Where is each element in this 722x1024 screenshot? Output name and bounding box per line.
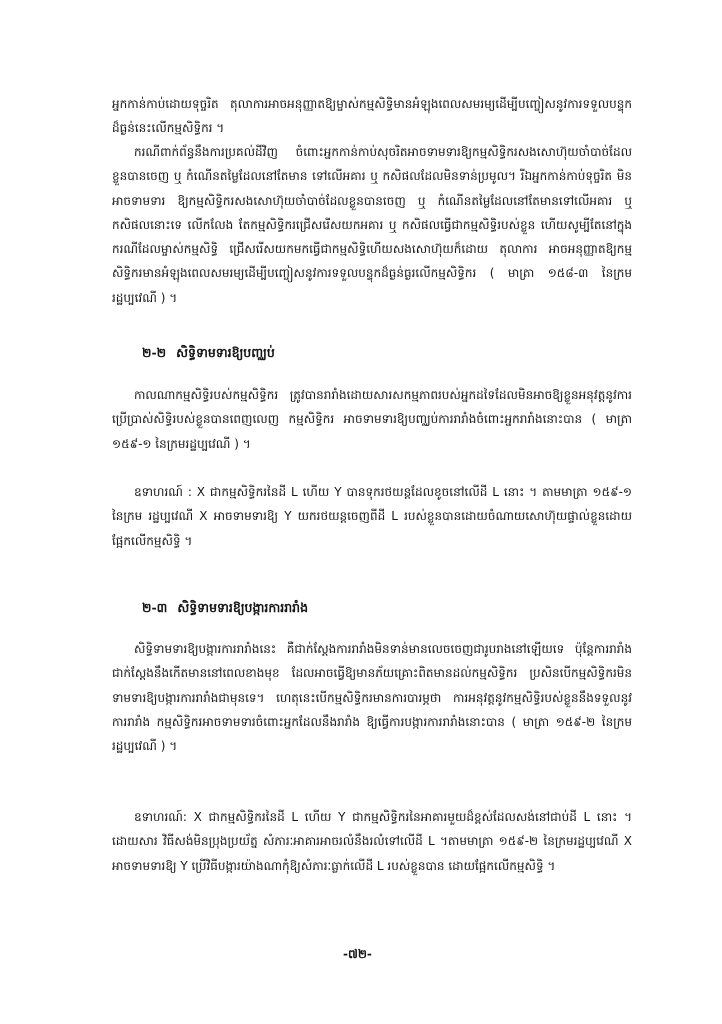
section-heading-2-3: [142, 600, 308, 619]
page-number: -៧២-: [343, 947, 372, 961]
section-heading-2-2: [142, 345, 275, 364]
paragraph-section-2-3-body: សិទ្ធិទាមទារឱ្យបង្ការការរារាំងនេះ គឺជាក់ស្តែងការរារាំងមិនទាន់មានលេចចេញជារូបរាងនៅឡើយទេ ប៉ុន្តែការរារាំង ជាក់ស្តែងនឹងកើតមាននៅពេលខាងមុខ ដែលអាចធ្វើឱ្យមានភ័យគ្រោះពិតមានដល់កម្មសិទ្ធិករ ប្រសិនបើកម្មសិទ្ធិករមិនទាមទារឱ្យបង្ការការរារាំងជាមុនទេ។ ហេតុនេះបើកម្មសិទ្ធិករមានការបារម្ភថា ការអនុវត្តនូវកម្មសិទ្ធិរបស់ខ្លួននឹងទទួលនូវការរារាំង កម្មសិទ្ធិករអាចទាមទារចំពោះអ្នកដែលនឹងរារាំង ឱ្យធ្វើការបង្ការការរារាំងនោះបាន ( មាត្រា ១៥៩-២ នៃក្រមរដ្ឋប្បវេណី ) ។: [112, 642, 632, 754]
section-title: សិទ្ធិទាមទារឱ្យបញ្ឈប់: [176, 345, 275, 360]
paragraph-section-2-2-body: កាលណាកម្មសិទ្ធិរបស់កម្មសិទ្ធិករ ត្រូវបានរារាំងដោយសារសកម្មភាពរបស់អ្នកដទៃដែលមិនអាចឱ្យខ្លួនអនុវត្តនូវការប្រើប្រាស់សិទ្ធិរបស់ខ្លួនបានពេញលេញ កម្មសិទ្ធិករ អាចទាមទារឱ្យបញ្ឈប់ការរារាំងចំពោះអ្នករារាំងនោះបាន ( មាត្រា ១៥៩-១ នៃក្រមរដ្ឋប្បវេណី ) ។: [112, 388, 632, 451]
paragraph-intro-continued: អ្នកកាន់កាប់ដោយទុច្ចរិត តុលាការអាចអនុញ្ញាតឱ្យម្ចាស់កម្មសិទ្ធិមានអំឡុងពេលសមរម្យដើម្បីបញ្ចៀសនូវការទទួលបន្ទុក ដ៏ធ្ងន់នេះលើកម្មសិទ្ធិករ ។: [112, 97, 632, 136]
paragraph-section-2-3-example: ឧទាហរណ៍: X ជាកម្មសិទ្ធិករនៃដី L ហើយ Y ជាកម្មសិទ្ធិករនៃអាគារមួយដ៏ខ្ពស់ដែលសង់នៅជាប់ដី L នោះ ។ ដោយសារ វិធីសង់មិនប្រុងប្រយ័ត្ន សំភារៈអាគារអាចរលំនឹងរលំទៅលើដី L ។តាមមាត្រា ១៥៩-២ នៃក្រមរដ្ឋប្បវេណី X អាចទាមទារឱ្យ Y ប្រើវិធីបង្ការយ៉ាងណាកុំឱ្យសំភារៈធ្លាក់លើដី L របស់ខ្លួនបាន ដោយផ្អែកលើកម្មសិទ្ធិ ។: [112, 810, 632, 873]
section-number: ២-២: [142, 345, 167, 360]
section-title: សិទ្ធិទាមទារឱ្យបង្ការការរារាំង: [177, 600, 309, 615]
section-number: ២-៣: [142, 600, 168, 615]
paragraph-case: ករណីពាក់ព័ន្ធនឹងការប្រគល់ដីវិញ ចំពោះអ្នកកាន់កាប់សុចរិតអាចទាមទារឱ្យកម្មសិទ្ធិករសងសោហ៊ុយចាំបាច់ដែលខ្លួនបានចេញ ឬ កំណើនតម្លៃដែលនៅតែមាន ទៅលើអគារ ឬ កសិផលដែលមិនទាន់ប្រមូល។ រីឯអ្នកកាន់កាប់ទុច្ចរិត មិនអាចទាមទារ ឱ្យកម្មសិទ្ធិករសងសោហ៊ុយចាំបាច់ដែលខ្លួនបានចេញ ឬ កំណើនតម្លៃដែលនៅតែមានទៅលើអគារ ឬ កសិផលនោះទេ លើកលែង តែកម្មសិទ្ធិករជ្រើសរើសយកអគារ ឬ កសិផលធ្វើជាកម្មសិទ្ធិរបស់ខ្លួន ហើយសូម្បីតែនៅក្នុងករណីដែលម្ចាស់កម្មសិទ្ធិ ជ្រើសរើសយកមកធ្វើជាកម្មសិទ្ធិហើយសងសោហ៊ុយក៏ដោយ តុលាការ អាចអនុញ្ញាតឱ្យកម្មសិទ្ធិករមានអំឡុងពេលសមរម្យដើម្បីបញ្ចៀសនូវការទទួលបន្ទុកដ៏ធ្ងន់ធ្ងរលើកម្មសិទ្ធិករ ( មាត្រា ១៥៨-៣ នៃក្រមរដ្ឋប្បវេណី ) ។: [112, 145, 632, 305]
paragraph-section-2-2-example: ឧទាហរណ៍ : X ជាកម្មសិទ្ធិករនៃដី L ហើយ Y បានទុករថយន្តដែលខូចនៅលើដី L នោះ ។ តាមមាត្រា ១៥៩-១ នៃក្រម រដ្ឋប្បវេណី X អាចទាមទារឱ្យ Y យករថយន្តចេញពីដី L របស់ខ្លួនបានដោយចំណាយសោហ៊ុយផ្ទាល់ខ្លួនដោយផ្អែកលើកម្មសិទ្ធិ ។: [112, 485, 632, 548]
